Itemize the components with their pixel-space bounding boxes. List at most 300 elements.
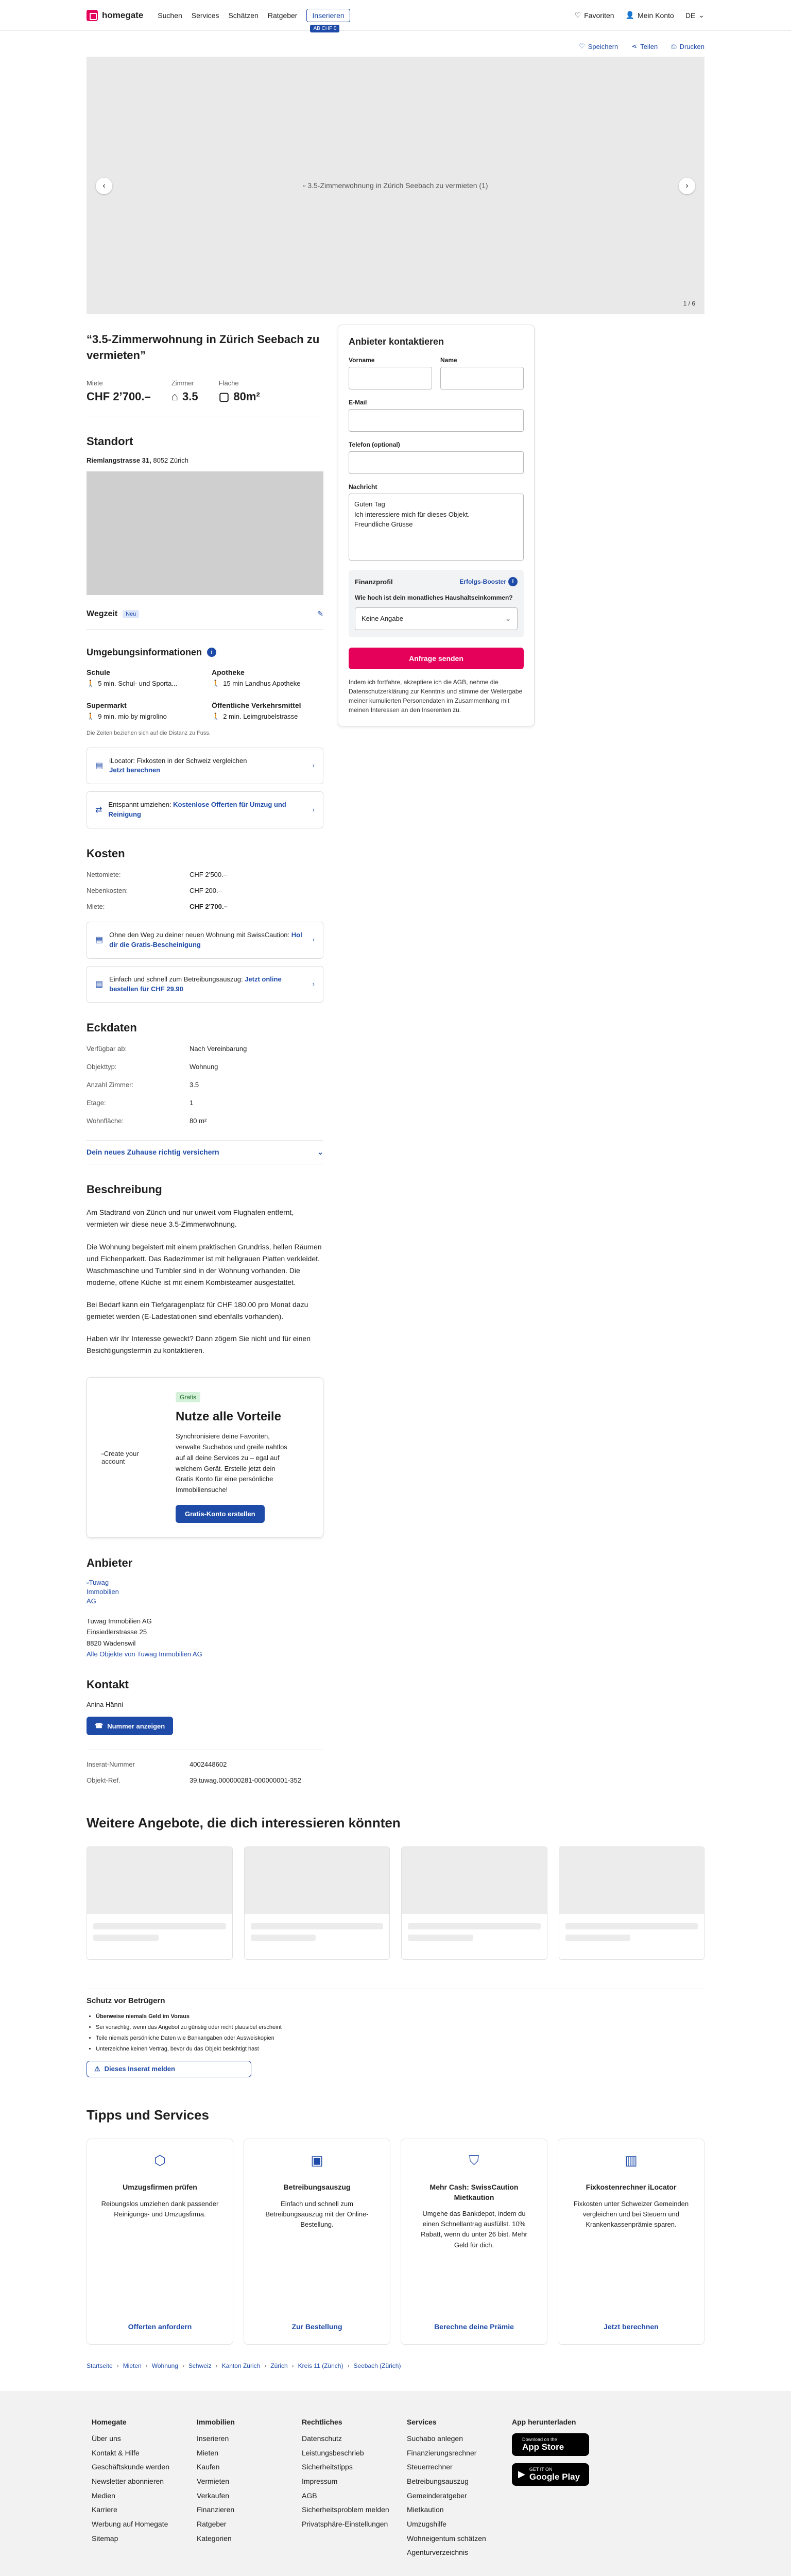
footer-link[interactable]: Mieten [197, 2448, 219, 2457]
poi-title: Supermarkt [87, 701, 127, 709]
broken-image-icon: ▫ [87, 1579, 89, 1587]
site-footer [0, 2391, 791, 2576]
offer-placeholder-line [251, 1935, 316, 1941]
right-column [338, 325, 535, 1784]
footer-col-heading: Rechtliches [302, 2417, 342, 2426]
insurance-accordion[interactable] [87, 1140, 323, 1164]
footer-link[interactable]: Inserieren [197, 2434, 229, 2443]
message-label: Nachricht [349, 483, 377, 490]
chevron-right-icon: › [312, 936, 315, 944]
main-nav [158, 9, 350, 31]
email-label: E-Mail [349, 399, 367, 406]
footer-link[interactable]: Suchabo anlegen [407, 2434, 463, 2443]
tip-card-deposit [401, 2139, 547, 2345]
listing-actions [87, 31, 704, 57]
print-button[interactable] [671, 42, 704, 50]
swisscaution-link[interactable]: Hol dir die Gratis-Bescheinigung [109, 930, 302, 948]
costs-table [87, 871, 323, 910]
walking-icon: 🚶 [87, 712, 95, 720]
address [87, 456, 323, 464]
show-number-label: Nummer anzeigen [107, 1722, 165, 1730]
tip-card-inner [87, 2139, 233, 2345]
footer-link[interactable]: Ratgeber [197, 2520, 227, 2529]
breadcrumb-item[interactable]: Schweiz [188, 2362, 212, 2369]
tip-link[interactable]: Offerten anfordern [128, 2322, 192, 2331]
details-heading: Eckdaten [87, 1021, 137, 1035]
chevron-right-icon: › [264, 2362, 267, 2369]
contact-heading: Kontakt [87, 1678, 129, 1691]
favorites-link[interactable] [575, 11, 614, 20]
fraud-item: • Unterzeichne keinen Vertrag, bevor du das Objekt besichtigt hast [96, 2044, 704, 2055]
footer-col-services [407, 2418, 512, 2562]
store-small-text: Download on the [522, 2436, 557, 2442]
finance-question: Wie hoch ist dein monatliches Haushaltseinkommen? [355, 594, 513, 601]
commute-title: Wegzeit [87, 609, 118, 618]
breadcrumb-item[interactable]: Zürich [270, 2362, 288, 2369]
debt-record-link[interactable]: Jetzt online bestellen für CHF 29.90 [109, 975, 282, 993]
offer-placeholder-line [565, 1935, 631, 1941]
location-heading: Standort [87, 434, 133, 448]
offer-placeholder-line [93, 1923, 226, 1929]
key-facts [87, 379, 323, 416]
gallery-prev-button[interactable] [96, 178, 112, 194]
pencil-icon[interactable]: ✎ [317, 609, 323, 618]
fact-rent [87, 379, 151, 403]
breadcrumb-item[interactable]: Kreis 11 (Zürich) [298, 2362, 343, 2369]
new-badge: Neu [123, 610, 139, 618]
offer-placeholder-image [559, 1847, 704, 1914]
moving-card[interactable] [87, 791, 323, 828]
logo-text: homegate [102, 10, 144, 20]
footer-link[interactable]: Wohneigentum schätzen [407, 2534, 486, 2543]
offer-placeholder-line [251, 1923, 384, 1929]
surroundings-heading: Umgebungsinformationen [87, 647, 202, 657]
chevron-right-icon: › [312, 761, 315, 770]
footer-link[interactable]: Umzugshilfe [407, 2520, 447, 2529]
finance-booster-label: Erfolgs-Booster [459, 578, 506, 585]
logo[interactable] [87, 10, 143, 21]
tip-link[interactable]: Jetzt berechnen [604, 2322, 659, 2331]
store-big-text: App Store [522, 2442, 564, 2452]
nav-ratgeber[interactable]: Ratgeber [267, 11, 298, 20]
insurance-label: Dein neues Zuhause richtig versichern [87, 1148, 219, 1157]
footer-link[interactable]: Sitemap [92, 2534, 118, 2543]
offer-placeholder-line [93, 1935, 159, 1941]
poi-title: Schule [87, 668, 110, 676]
detail-value: 3.5 [190, 1081, 199, 1089]
walking-icon: 🚶 [87, 679, 95, 687]
create-account-button[interactable]: Gratis-Konto erstellen [176, 1505, 265, 1523]
main [87, 31, 704, 2391]
fraud-item: • Teile niemals persönliche Daten wie Bankangaben oder Ausweiskopien [96, 2033, 704, 2044]
fact-rooms-value-wrap [171, 390, 198, 403]
footer-col-homegate [92, 2418, 197, 2562]
account-label: Mein Konto [637, 11, 674, 20]
breadcrumb-item[interactable]: Wohnung [151, 2362, 178, 2369]
print-label: Drucken [679, 42, 704, 50]
message-field [349, 483, 524, 561]
play-icon: ▶ [518, 2469, 525, 2480]
name-row [349, 357, 524, 389]
user-icon: 👤 [625, 11, 634, 19]
app-store-text [522, 2437, 564, 2452]
nav-services[interactable]: Services [191, 11, 219, 20]
poi-grid [87, 668, 323, 721]
poi-value-text: 9 min. mio by migrolino [98, 713, 167, 721]
description-heading: Beschreibung [87, 1183, 162, 1196]
store-big-text: Google Play [529, 2471, 580, 2482]
walking-icon: 🚶 [212, 679, 220, 687]
map[interactable] [87, 471, 323, 595]
box-icon: ⬡ [154, 2152, 166, 2168]
fraud-list [87, 2011, 704, 2055]
phone-field [349, 441, 524, 474]
tip-text: Einfach und schnell zum Betreibungsauszug mit der Online-Bestellung. [265, 2199, 369, 2228]
promo-body [176, 1392, 308, 1523]
info-icon: i [508, 577, 518, 586]
map-icon: ▥ [625, 2152, 638, 2168]
cost-value: CHF 2’500.– [190, 870, 227, 878]
provider-logo[interactable] [87, 1578, 128, 1606]
tip-text: Umgehe das Bankdepot, indem du einen Schnellantrag ausfüllst. 10% Rabatt, wenn du unter 26 bist. Mehr Geld für dich. [421, 2210, 527, 2249]
promo-image-alt: Create your account [101, 1450, 139, 1466]
fact-area-value: 80m² [233, 389, 260, 403]
footer-col-apps [512, 2418, 617, 2562]
id-key: Inserat-Nummer [87, 1760, 135, 1769]
footer-columns [92, 2418, 699, 2562]
debt-record-text [109, 975, 306, 994]
last-name-input[interactable] [440, 367, 524, 389]
debt-record-card[interactable] [87, 966, 323, 1003]
swisscaution-card[interactable] [87, 922, 323, 959]
footer-col-immobilien [197, 2418, 302, 2562]
contact-form [338, 325, 535, 726]
moving-label: Entspannt umziehen: [108, 801, 171, 809]
moving-link[interactable]: Kostenlose Offerten für Umzug und Reinigung [108, 801, 286, 819]
poi-value-text: 5 min. Schul- und Sporta... [98, 680, 178, 688]
phone-input[interactable] [349, 451, 524, 474]
description-paragraph: Bei Bedarf kann ein Tiefgaragenplatz für CHF 180.00 pro Monat dazu gemietet werden (E-Ladestationen sind ebenfalls vorhanden). [87, 1300, 308, 1320]
share-button[interactable] [631, 42, 658, 50]
offer-placeholder-line [408, 1923, 541, 1929]
poi-supermarket [87, 701, 198, 721]
footer-link[interactable]: Kategorien [197, 2534, 232, 2543]
gallery-counter: 1 / 6 [683, 300, 695, 307]
tip-link[interactable]: Zur Bestellung [291, 2322, 342, 2331]
breadcrumb-item[interactable]: Startseite [87, 2362, 113, 2369]
first-name-label: Vorname [349, 357, 375, 364]
google-play-badge[interactable] [512, 2463, 589, 2486]
income-select[interactable] [355, 607, 518, 630]
fact-rent-value: CHF 2’700.– [87, 389, 151, 403]
language-label: DE [685, 11, 696, 20]
phone-label: Telefon (optional) [349, 441, 400, 448]
report-listing-label: Dieses Inserat melden [104, 2065, 175, 2073]
listing-ids [87, 1750, 323, 1784]
fraud-item [96, 2011, 704, 2022]
detail-key: Objekttyp: [87, 1063, 117, 1071]
fraud-item-text: Überweise niemals Geld im Voraus [96, 2013, 190, 2020]
listing-title: “3.5-Zimmerwohnung in Zürich Seebach zu vermieten” [87, 333, 320, 362]
provider-heading: Anbieter [87, 1556, 133, 1570]
area-icon: ▢ [218, 389, 230, 403]
contact-name: Anina Hänni [87, 1701, 123, 1709]
phone-icon: ☎ [95, 1722, 104, 1730]
footer-link[interactable]: Verkaufen [197, 2491, 230, 2500]
fraud-item: • Sei vorsichtig, wenn das Angebot zu günstig oder nicht plausibel erscheint [96, 2022, 704, 2033]
footer-link[interactable]: Newsletter abonnieren [92, 2477, 164, 2485]
footer-link[interactable]: Finanzierungsrechner [407, 2448, 477, 2457]
offer-placeholder[interactable] [87, 1846, 233, 1960]
save-button[interactable] [579, 42, 618, 50]
footer-col-legal [302, 2418, 407, 2562]
broken-image-icon: ▫ [303, 181, 306, 190]
footer-link[interactable]: Impressum [302, 2477, 338, 2485]
tip-card-ilocator [558, 2139, 704, 2345]
ilocator-text [109, 756, 247, 776]
chevron-down-icon: ⌄ [505, 614, 511, 622]
tip-text: Reibungslos umziehen dank passender Reinigungs- und Umzugsfirma. [101, 2199, 219, 2218]
footer-link[interactable]: AGB [302, 2491, 317, 2500]
gallery-image-alt [303, 181, 488, 190]
legal-text: Indem ich fortfahre, akzeptiere ich die AGB, nehme die Datenschutzerklärung zur Kenntnis und stimme der Weitergabe meiner kumulierten Personendaten im Zusammenhang mit meinen Interessen an den Inserenten zu. [349, 678, 523, 714]
tips-grid [87, 2139, 704, 2345]
footer-link[interactable]: Gemeinderatgeber [407, 2491, 467, 2500]
footer-link[interactable]: Agenturverzeichnis [407, 2548, 469, 2557]
favorites-label: Favoriten [584, 11, 614, 20]
fact-area [219, 379, 260, 403]
breadcrumb [87, 2362, 704, 2391]
provider-all-link[interactable]: Alle Objekte von Tuwag Immobilien AG [87, 1650, 202, 1658]
tip-card-inner [244, 2139, 390, 2345]
offer-placeholder-line [408, 1935, 473, 1941]
homegate-logo-icon [87, 10, 98, 21]
store-small-text: GET IT ON [529, 2466, 553, 2472]
share-label: Teilen [640, 42, 658, 50]
fact-area-value-wrap [219, 390, 260, 403]
provider-name: Tuwag Immobilien AG [87, 1617, 152, 1625]
cost-key: Nebenkosten: [87, 886, 128, 894]
id-card-icon: ▣ [311, 2152, 323, 2168]
gallery-next-button[interactable] [679, 178, 695, 194]
poi-title: Apotheke [212, 668, 245, 676]
poi-school [87, 668, 198, 688]
costs-heading: Kosten [87, 846, 125, 860]
tip-title: Betreibungsauszug [283, 2182, 351, 2191]
chevron-right-icon: › [312, 805, 315, 814]
debt-record-label: Einfach und schnell zum Betreibungsauszug: [109, 975, 243, 983]
footer-link[interactable]: Werbung auf Homegate [92, 2520, 168, 2529]
heart-icon: ♡ [574, 11, 581, 19]
tips-heading: Tipps und Services [87, 2107, 209, 2123]
header-right [575, 11, 704, 20]
email-field [349, 399, 524, 432]
footer-link[interactable]: Finanzieren [197, 2505, 235, 2514]
description-paragraph: Am Stadtrand von Zürich und nur unweit vom Flughafen entfernt, vermieten wir diese neue 3.5-Zimmerwohnung. [87, 1208, 294, 1229]
footer-link[interactable]: Kontakt & Hilfe [92, 2448, 140, 2457]
tip-card-moving [87, 2139, 233, 2345]
chevron-down-icon: ⌄ [698, 11, 704, 19]
footer-link[interactable]: Vermieten [197, 2477, 230, 2485]
fact-rooms [171, 379, 198, 403]
message-textarea[interactable]: Guten Tag Ich interessiere mich für dieses Objekt. Freundliche Grüsse [349, 494, 524, 561]
id-value: 4002448602 [190, 1760, 227, 1769]
insert-badge: AB CHF 0 [310, 25, 339, 32]
breadcrumb-item[interactable]: Kanton Zürich [221, 2362, 261, 2369]
tip-title: Umzugsfirmen prüfen [123, 2182, 197, 2191]
description-paragraph: Die Wohnung begeistert mit einem praktischen Grundriss, hellen Räumen und Eichenparkett. Das Badezimmer ist mit hellgrauen Platten verkleidet. Waschmaschine und Tumbler sind in der Wohnung vorhanden. Die moderne, offene Küche ist mit einem Kombisteamer ausgestattet. [87, 1242, 322, 1286]
map-icon: ▤ [95, 761, 104, 770]
last-name-label: Name [440, 357, 457, 364]
description-body [87, 1207, 323, 1357]
id-key: Objekt-Ref. [87, 1776, 121, 1785]
first-name-field [349, 357, 432, 389]
footer-link[interactable]: Steuerrechner [407, 2463, 453, 2471]
address-street: Riemlangstrasse 31, [87, 456, 151, 464]
ilocator-card[interactable] [87, 748, 323, 785]
cost-value: CHF 2’700.– [190, 902, 228, 910]
footer-link[interactable]: Betreibungsauszug [407, 2477, 469, 2485]
offer-placeholder[interactable] [244, 1846, 390, 1960]
detail-key: Wohnfläche: [87, 1117, 124, 1125]
tip-title: Mehr Cash: SwissCaution Mietkaution [429, 2182, 519, 2201]
poi-pharmacy [212, 668, 323, 688]
offer-placeholder-line [565, 1923, 698, 1929]
fact-rent-label: Miete [87, 379, 103, 387]
poi-value-text: 2 min. Leimgrubelstrasse [223, 713, 298, 721]
language-switcher[interactable] [685, 11, 704, 20]
footer-link[interactable]: Privatsphäre-Einstellungen [302, 2520, 388, 2529]
id-value: 39.tuwag.000000281-000000001-352 [190, 1776, 301, 1785]
footer-link[interactable]: Geschäftskunde werden [92, 2463, 169, 2471]
chevron-left-icon: ‹ [102, 181, 106, 190]
ilocator-label: iLocator: Fixkosten in der Schweiz vergleichen [109, 756, 247, 765]
footer-col-heading: Homegate [92, 2417, 127, 2426]
moving-text [108, 800, 306, 820]
footer-link[interactable]: Leistungsbeschrieb [302, 2448, 364, 2457]
tip-link[interactable]: Berechne deine Prämie [434, 2322, 514, 2331]
swisscaution-label: Ohne den Weg zu deiner neuen Wohnung mit SwissCaution: [109, 930, 290, 939]
document-icon: ▤ [95, 936, 104, 945]
last-name-field [440, 357, 524, 389]
poi-value [87, 713, 198, 721]
promo-title: Nutze alle Vorteile [176, 1410, 281, 1424]
finance-title: Finanzprofil [355, 578, 393, 586]
provider-city: 8820 Wädenswil [87, 1639, 136, 1647]
show-number-button[interactable] [87, 1717, 173, 1735]
insert-button[interactable] [306, 9, 350, 31]
form-title: Anbieter kontaktieren [349, 336, 444, 347]
first-name-input[interactable] [349, 367, 432, 389]
commute-row[interactable] [87, 609, 323, 630]
detail-key: Etage: [87, 1099, 106, 1107]
home-icon: ⌂ [171, 389, 179, 403]
info-icon[interactable]: i [207, 648, 216, 657]
promo-text: Synchronisiere deine Favoriten, verwalte Suchabos und greife nahtlos auf all deine Services zu – egal auf welchem Gerät. Erstelle jetzt dein Gratis Konto für eine persönliche Immobiliensuche! [176, 1432, 287, 1494]
chevron-down-icon: ⌄ [317, 1148, 323, 1157]
moving-icon: ⇄ [95, 805, 102, 815]
detail-key: Anzahl Zimmer: [87, 1081, 134, 1089]
footer-link[interactable]: Sicherheitstipps [302, 2463, 353, 2471]
offer-placeholder[interactable] [559, 1846, 705, 1960]
income-select-value: Keine Angabe [362, 615, 403, 623]
provider-street: Einsiedlerstrasse 25 [87, 1628, 147, 1636]
send-request-button[interactable]: Anfrage senden [349, 648, 524, 669]
detail-value: Wohnung [190, 1063, 218, 1071]
poi-value [87, 680, 198, 688]
account-link[interactable] [626, 11, 674, 20]
breadcrumb-item[interactable]: Mieten [123, 2362, 142, 2369]
finance-booster-link[interactable] [459, 577, 518, 586]
save-label: Speichern [588, 42, 618, 50]
offer-placeholder-image [402, 1847, 547, 1914]
footer-link[interactable]: Kaufen [197, 2463, 220, 2471]
chevron-right-icon: › [685, 181, 689, 190]
finance-head [355, 577, 518, 586]
report-listing-button[interactable] [87, 2061, 251, 2077]
cost-value: CHF 200.– [190, 886, 222, 894]
swisscaution-text [109, 930, 306, 950]
fraud-protection [87, 1989, 704, 2077]
footer-link[interactable]: Datenschutz [302, 2434, 342, 2443]
footer-col-heading: Immobilien [197, 2417, 235, 2426]
chevron-right-icon: › [145, 2362, 148, 2369]
offer-placeholder[interactable] [401, 1846, 547, 1960]
provider-logo-alt: Tuwag Immobilien AG [87, 1579, 119, 1605]
more-offers-grid [87, 1846, 704, 1960]
poi-title: Öffentliche Verkehrsmittel [212, 701, 301, 709]
tip-title: Fixkostenrechner iLocator [586, 2182, 677, 2191]
document-icon: ▤ [95, 979, 104, 989]
tip-text: Fixkosten unter Schweizer Gemeinden vergleichen und bei Steuern und Krankenkassenprämie sparen. [573, 2199, 689, 2228]
footer-link[interactable]: Sicherheitsproblem melden [302, 2505, 389, 2514]
account-promo [87, 1377, 323, 1538]
details-table [87, 1045, 323, 1125]
broken-image-icon: ▫ [101, 1450, 104, 1458]
offer-placeholder-image [245, 1847, 390, 1914]
image-gallery[interactable] [87, 57, 704, 314]
site-header [0, 0, 791, 31]
poi-note: Die Zeiten beziehen sich auf die Distanz zu Fuss. [87, 730, 211, 736]
finance-profile [349, 570, 524, 637]
footer-link[interactable]: Karriere [92, 2505, 117, 2514]
poi-transport [212, 701, 323, 721]
breadcrumb-item[interactable]: Seebach (Zürich) [353, 2362, 401, 2369]
tip-card-debt [244, 2139, 390, 2345]
footer-col-heading: Services [407, 2417, 437, 2426]
provider-address [87, 1616, 323, 1660]
ilocator-link[interactable]: Jetzt berechnen [109, 766, 161, 774]
nav-schaetzen[interactable]: Schätzen [228, 11, 259, 20]
nav-suchen[interactable]: Suchen [158, 11, 182, 20]
footer-link[interactable]: Mietkaution [407, 2505, 444, 2514]
free-badge: Gratis [176, 1392, 200, 1402]
chevron-right-icon: › [312, 980, 315, 988]
description-paragraph: Haben wir Ihr Interesse geweckt? Dann zögern Sie nicht und für einen Besichtigungstermin zu kontaktieren. [87, 1334, 311, 1355]
chevron-right-icon: › [347, 2362, 350, 2369]
poi-value [212, 680, 323, 688]
app-store-badge[interactable] [512, 2433, 589, 2456]
fact-area-label: Fläche [218, 379, 239, 387]
email-input[interactable] [349, 409, 524, 432]
footer-link[interactable]: Über uns [92, 2434, 121, 2443]
walking-icon: 🚶 [212, 712, 220, 720]
insert-label: Inserieren [312, 11, 345, 20]
footer-link[interactable]: Medien [92, 2491, 115, 2500]
detail-key: Verfügbar ab: [87, 1045, 127, 1053]
address-city: 8052 Zürich [153, 456, 189, 464]
poi-value-text: 15 min Landhus Apotheke [223, 680, 301, 688]
